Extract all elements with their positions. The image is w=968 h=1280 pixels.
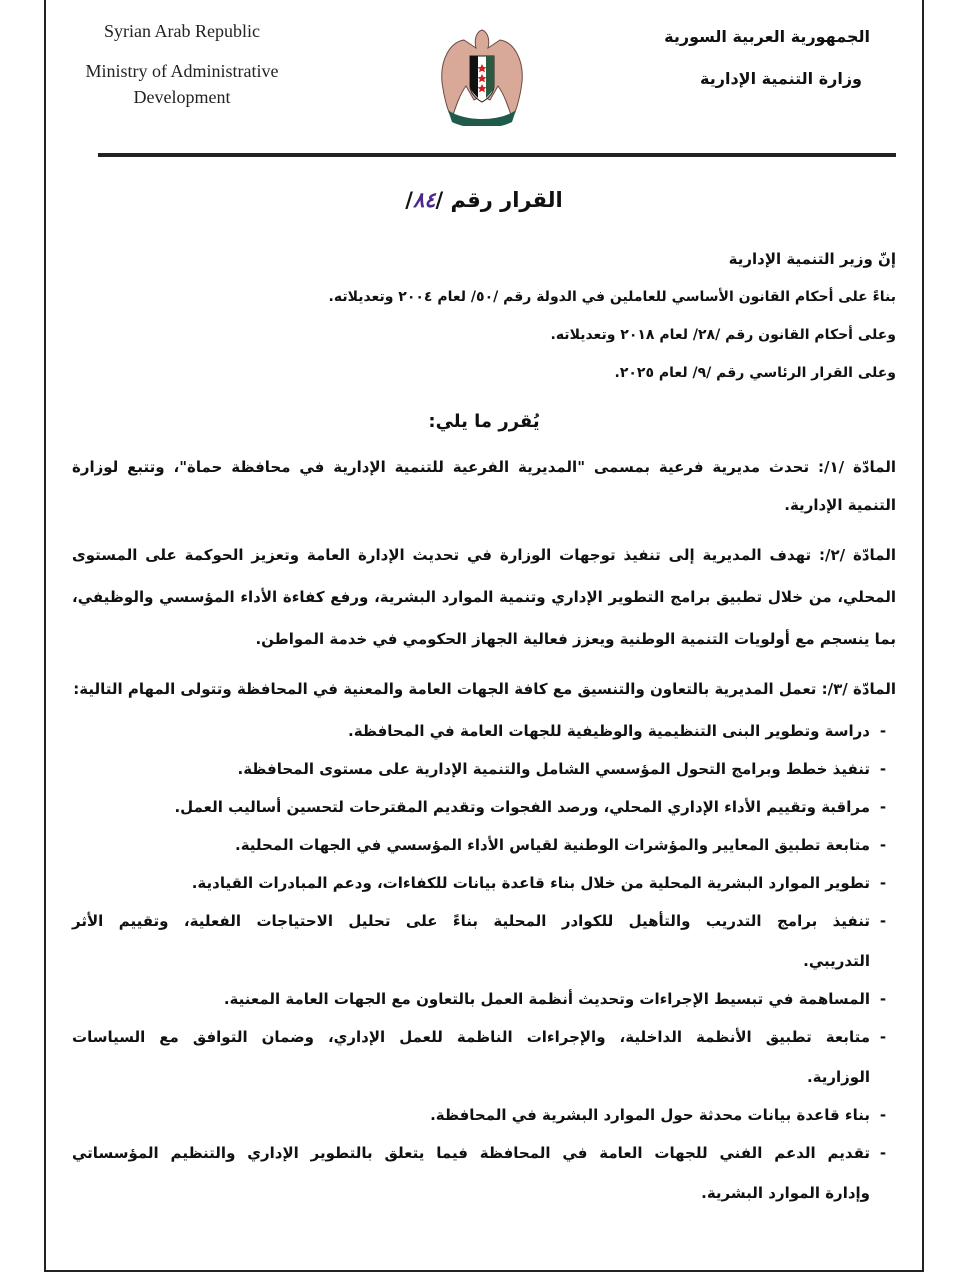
preamble-line: وعلى أحكام القانون رقم /٢٨/ لعام ٢٠١٨ وتعديلاته. [550,327,896,343]
task-item [72,834,896,856]
task-item [72,720,896,742]
task-text [72,1026,870,1088]
minister-line: إنّ وزير التنمية الإدارية [728,250,896,268]
task-item-line: تنفيذ خطط وبرامج التحول المؤسسي الشامل والتنمية الإدارية على مستوى المحافظة. [237,760,870,778]
task-text [72,720,870,742]
task-text [72,758,870,780]
header-en-ministry-line2: Development [133,87,231,107]
task-item-line: تنفيذ برامج التدريب والتأهيل للكوادر المحلية بناءً على تحليل الاحتياجات الفعلية، وتقييم الأثر [72,912,870,930]
bullet-dash: - [879,798,887,816]
bullet-dash: - [879,836,887,854]
task-item-line: الوزارية. [806,1068,870,1086]
article-2-line: بما ينسجم مع أولويات التنمية الوطنية ويعزز فعالية الجهاز الحكومي في خدمة المواطن. [255,630,896,648]
task-item-line: مراقبة وتقييم الأداء الإداري المحلي، ورصد الفجوات وتقديم المقترحات لتحسين أساليب العمل. [174,798,870,816]
header-divider [98,153,896,157]
bullet-dash: - [879,990,887,1008]
article-1-line: المادّة /١/: تحدث مديرية فرعية بمسمى "المديرية الفرعية للتنمية الإدارية في محافظة حماة"، وتتبع لوزارة [72,458,896,476]
bullet-dash: - [879,1144,887,1162]
bullet-dash: - [879,1106,887,1124]
bullet-dash: - [879,760,887,778]
task-item-line: متابعة تطبيق الأنظمة الداخلية، والإجراءات الناظمة للعمل الإداري، وضمان التوافق مع السياسات [72,1028,870,1046]
bullet-dash: - [879,874,887,892]
task-item [72,796,896,818]
article-3-line: المادّة /٣/: تعمل المديرية بالتعاون والتنسيق مع كافة الجهات العامة والمعنية في المحافظة وتتولى المهام التالية: [73,680,896,698]
preamble-line: بناءً على أحكام القانون الأساسي للعاملين في الدولة رقم /٥٠/ لعام ٢٠٠٤ وتعديلاته. [328,289,896,305]
task-text [72,1104,870,1126]
article-2-line: المحلي، من خلال تطبيق برامج التطوير الإداري وتنمية الموارد البشرية، ورفع كفاءة الأداء المؤسسي والوظيفي، [72,588,896,606]
bullet-dash: - [879,912,887,930]
decision-title-label: القرار رقم / [435,188,563,212]
task-item-line: دراسة وتطوير البنى التنظيمية والوظيفية للجهات العامة في المحافظة. [348,722,870,740]
task-item [72,1142,896,1204]
task-item-line: متابعة تطبيق المعايير والمؤشرات الوطنية لقياس الأداء المؤسسي في الجهات المحلية. [235,836,870,854]
task-item-line: تطوير الموارد البشرية المحلية من خلال بناء قاعدة بيانات للكفاءات، ودعم المبادرات القيادية. [191,874,870,892]
task-text [72,988,870,1010]
task-item [72,988,896,1010]
task-text [72,796,870,818]
task-item [72,1026,896,1088]
task-text [72,1142,870,1204]
header-ar-ministry: وزارة التنمية الإدارية [700,69,862,88]
preamble-line: وعلى القرار الرئاسي رقم /٩/ لعام ٢٠٢٥. [614,365,896,381]
article-1-line: التنمية الإدارية. [784,496,896,514]
task-item-line: بناء قاعدة بيانات محدثة حول الموارد البشرية في المحافظة. [430,1106,870,1124]
task-item [72,910,896,972]
task-item [72,1104,896,1126]
task-list [72,720,896,1204]
task-item-line: وإدارة الموارد البشرية. [701,1184,870,1202]
page-border [44,0,924,1272]
decides-heading: يُقرر ما يلي: [428,411,540,432]
document-body [46,186,922,1224]
letterhead [46,0,922,160]
task-item [72,758,896,780]
task-item [72,872,896,894]
task-text [72,910,870,972]
header-en-country: Syrian Arab Republic [104,21,260,41]
article-2-line: المادّة /٢/: تهدف المديرية إلى تنفيذ توجهات الوزارة في تحديث الإدارة العامة وتعزيز الحوكمة على المستوى [72,546,896,564]
header-ar-country: الجمهورية العربية السورية [664,27,870,46]
decision-suffix: / [405,188,413,212]
decision-number: ٨٤ [412,188,436,212]
task-text [72,834,870,856]
task-item-line: تقديم الدعم الفني للجهات العامة في المحافظة فيما يتعلق بالتطوير الإداري والتنظيم المؤسساتي [72,1144,870,1162]
task-text [72,872,870,894]
task-item-line: التدريبي. [803,952,870,970]
bullet-dash: - [879,1028,887,1046]
task-item-line: المساهمة في تبسيط الإجراءات وتحديث أنظمة العمل بالتعاون مع الجهات العامة المعنية. [223,990,870,1008]
header-en-ministry-line1: Ministry of Administrative [85,61,279,81]
bullet-dash: - [879,722,887,740]
syrian-eagle-emblem [434,26,530,126]
decision-title [72,186,896,214]
